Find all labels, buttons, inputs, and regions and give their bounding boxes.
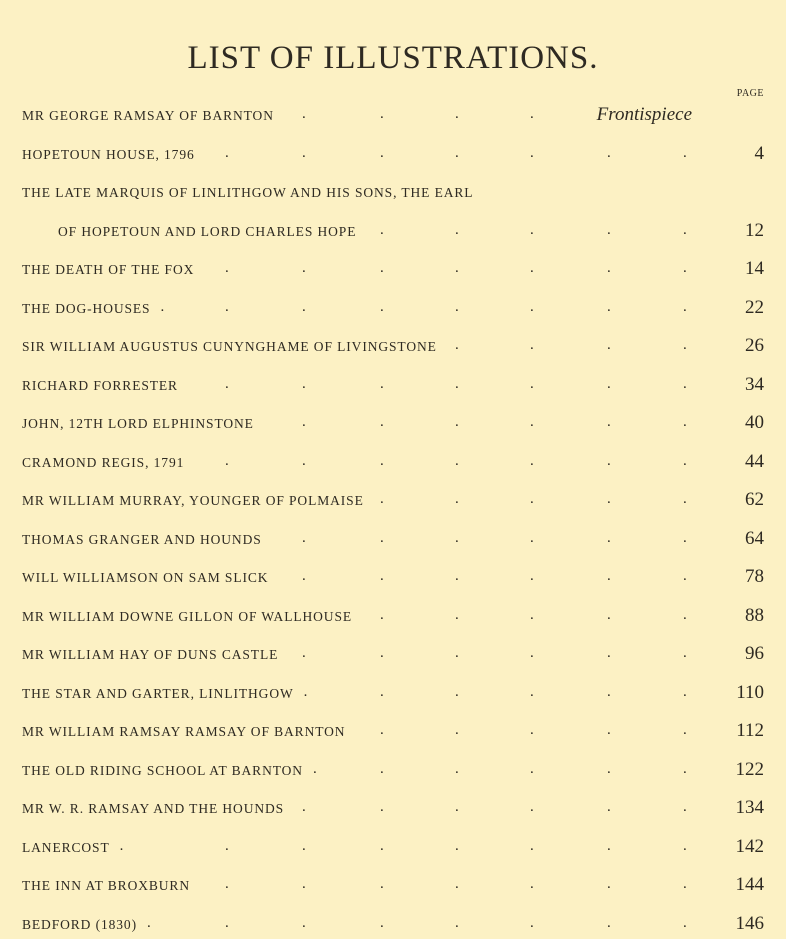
page-number: 134 — [735, 797, 764, 818]
leader-dot: . — [455, 837, 459, 854]
leader-dot: . — [607, 645, 611, 661]
leader-dot: . — [455, 414, 459, 430]
leader-dot: . — [607, 144, 611, 161]
list-item — [0, 678, 786, 708]
illustration-title: WILL WILLIAMSON ON SAM SLICK — [22, 569, 269, 586]
leader-dot: . — [607, 375, 611, 392]
leader-dot: . — [607, 452, 611, 469]
page-number: 110 — [736, 681, 764, 703]
leader-dot: . — [683, 760, 687, 777]
leader-dot: . — [380, 722, 384, 738]
leader-dot: . — [380, 106, 384, 122]
leader-dot: . — [302, 260, 306, 276]
leader-dot: . — [607, 760, 611, 777]
illustration-title: THE INN AT BROXBURN — [22, 877, 190, 894]
list-item — [0, 485, 786, 515]
leader-dot: . — [455, 914, 459, 931]
illustration-title: THE OLD RIDING SCHOOL AT BARNTON — [22, 762, 303, 778]
leader-dot: . — [530, 645, 534, 661]
leader-dot: . — [302, 876, 306, 892]
page-number: 44 — [745, 450, 764, 472]
leader-dot: . — [455, 529, 459, 546]
leader-dot: . — [380, 645, 384, 661]
page-number: 12 — [745, 219, 764, 241]
leader-dot: . — [380, 375, 384, 392]
leader-dot: . — [683, 876, 687, 892]
leader-dot: . — [303, 683, 308, 700]
leader-dot: . — [607, 529, 611, 546]
leader-dot: . — [530, 106, 534, 122]
page-number: 40 — [745, 412, 764, 433]
leader-dot: . — [380, 221, 384, 238]
leader-dot: . — [530, 799, 534, 815]
leader-dot: . — [380, 799, 384, 815]
page-number: 88 — [745, 604, 764, 626]
leader-dot: . — [160, 298, 165, 315]
leader-dot: . — [607, 876, 611, 892]
leader-dot: . — [683, 221, 687, 238]
leader-dot: . — [455, 144, 459, 161]
leader-dot: . — [225, 144, 229, 161]
list-item — [0, 139, 786, 169]
leader-dot: . — [683, 606, 687, 623]
leader-dot: . — [455, 606, 459, 623]
list-item — [0, 639, 786, 669]
leader-dot: . — [455, 221, 459, 238]
leader-dot: . — [380, 568, 384, 584]
leader-dot: . — [380, 914, 384, 931]
leader-dot: . — [607, 722, 611, 738]
list-item — [0, 601, 786, 631]
leader-dot: . — [455, 722, 459, 738]
leader-dot: . — [455, 760, 459, 777]
page-number: 112 — [736, 720, 764, 741]
page-number: 64 — [745, 527, 764, 549]
leader-dot: . — [302, 375, 306, 392]
leader-dot: . — [607, 221, 611, 238]
leader-dot: . — [530, 375, 534, 392]
illustration-title: MR W. R. RAMSAY AND THE HOUNDS — [22, 800, 285, 817]
page-title: LIST OF ILLUSTRATIONS. — [187, 40, 599, 76]
leader-dot: . — [455, 683, 459, 700]
leader-dot: . — [683, 722, 687, 738]
leader-dot: . — [119, 837, 124, 854]
illustration-title: RICHARD FORRESTER — [22, 377, 178, 393]
list-item — [0, 562, 786, 592]
page-number: 4 — [754, 142, 764, 164]
leader-dot: . — [530, 452, 534, 469]
leader-dot: . — [530, 298, 534, 315]
page-number: 34 — [745, 373, 764, 395]
leader-dot: . — [225, 375, 229, 392]
leader-dot: . — [607, 298, 611, 315]
list-item — [0, 832, 786, 862]
leader-dot: . — [455, 452, 459, 469]
illustration-title: MR WILLIAM HAY OF DUNS CASTLE — [22, 646, 279, 663]
illustration-title: THOMAS GRANGER AND HOUNDS — [22, 531, 262, 547]
leader-dot: . — [530, 221, 534, 238]
leader-dot: . — [683, 837, 687, 854]
leader-dot: . — [225, 914, 229, 931]
leader-dot: . — [302, 799, 306, 815]
leader-dot: . — [302, 568, 306, 584]
leader-dot: . — [530, 568, 534, 584]
illustration-title: MR WILLIAM RAMSAY RAMSAY OF BARNTON — [22, 723, 346, 740]
leader-dot: . — [455, 645, 459, 661]
illustration-title: THE DOG-HOUSES — [22, 300, 151, 316]
illustration-title: THE LATE MARQUIS OF LINLITHGOW AND HIS SONS, THE EARL — [22, 184, 474, 201]
leader-dot: . — [530, 914, 534, 931]
leader-dot: . — [607, 491, 611, 507]
leader-dot: . — [530, 144, 534, 161]
illustration-title: MR GEORGE RAMSAY OF BARNTON — [22, 107, 274, 124]
leader-dot: . — [683, 491, 687, 507]
leader-dot: . — [683, 260, 687, 276]
leader-dot: . — [455, 106, 459, 122]
leader-dot: . — [530, 529, 534, 546]
list-item — [0, 216, 786, 246]
illustration-title: SIR WILLIAM AUGUSTUS CUNYNGHAME OF LIVINGSTONE — [22, 338, 437, 355]
leader-dot: . — [530, 876, 534, 892]
leader-dot: . — [683, 144, 687, 161]
leader-dot: . — [683, 452, 687, 469]
page-number: 78 — [745, 566, 764, 587]
leader-dot: . — [530, 837, 534, 854]
leader-dot: . — [455, 260, 459, 276]
list-item — [0, 331, 786, 361]
page-number: 22 — [745, 296, 764, 318]
leader-dot: . — [530, 683, 534, 700]
leader-dot: . — [607, 414, 611, 430]
leader-dot: . — [683, 529, 687, 546]
list-item — [0, 870, 786, 900]
leader-dot: . — [530, 260, 534, 276]
leader-dot: . — [302, 914, 306, 931]
leader-dot: . — [225, 260, 229, 276]
leader-dot: . — [530, 491, 534, 507]
leader-dot: . — [607, 337, 611, 353]
leader-dot: . — [312, 760, 317, 777]
leader-dot: . — [607, 260, 611, 276]
leader-dot: . — [380, 760, 384, 777]
leader-dot: . — [225, 876, 229, 892]
leader-dot: . — [607, 683, 611, 700]
leader-dot: . — [683, 568, 687, 584]
page-column-label: PAGE — [736, 88, 764, 99]
leader-dot: . — [380, 876, 384, 892]
page-number: 14 — [745, 258, 764, 279]
leader-dot: . — [455, 375, 459, 392]
leader-dot: . — [607, 568, 611, 584]
leader-dot: . — [683, 645, 687, 661]
leader-dot: . — [530, 606, 534, 623]
illustration-title: THE DEATH OF THE FOX — [22, 261, 195, 278]
leader-dot: . — [225, 837, 229, 854]
leader-dot: . — [380, 298, 384, 315]
leader-dot: . — [302, 645, 306, 661]
leader-dot: . — [455, 568, 459, 584]
page-number: 144 — [735, 874, 764, 895]
illustration-title: JOHN, 12TH LORD ELPHINSTONE — [22, 415, 254, 432]
leader-dot: . — [530, 414, 534, 430]
leader-dot: . — [302, 414, 306, 430]
illustration-title: OF HOPETOUN AND LORD CHARLES HOPE — [58, 223, 357, 239]
leader-dot: . — [302, 298, 306, 315]
page-number: 26 — [745, 335, 764, 356]
list-item — [0, 177, 786, 207]
leader-dot: . — [607, 914, 611, 931]
leader-dot: . — [607, 606, 611, 623]
leader-dot: . — [530, 337, 534, 353]
leader-dot: . — [302, 837, 306, 854]
leader-dot: . — [683, 414, 687, 430]
list-item — [0, 755, 786, 785]
list-item — [0, 293, 786, 323]
leader-dot: . — [455, 799, 459, 815]
leader-dot: . — [380, 452, 384, 469]
leader-dot: . — [225, 452, 229, 469]
illustration-title: LANERCOST — [22, 839, 110, 855]
leader-dot: . — [683, 298, 687, 315]
leader-dot: . — [607, 837, 611, 854]
list-item — [0, 254, 786, 284]
leader-dot: . — [380, 144, 384, 161]
page-number: 142 — [735, 835, 764, 857]
list-item — [0, 447, 786, 477]
leader-dot: . — [380, 414, 384, 430]
list-item — [0, 408, 786, 438]
illustration-title: HOPETOUN HOUSE, 1796 — [22, 146, 195, 162]
list-item — [0, 100, 786, 130]
list-item — [0, 793, 786, 823]
leader-dot: . — [455, 337, 459, 353]
list-item — [0, 524, 786, 554]
leader-dot: . — [302, 529, 306, 546]
illustration-title: CRAMOND REGIS, 1791 — [22, 454, 185, 470]
leader-dot: . — [455, 876, 459, 892]
leader-dot: . — [146, 914, 151, 931]
leader-dot: . — [530, 760, 534, 777]
list-item — [0, 716, 786, 746]
list-item — [0, 370, 786, 400]
leader-dot: . — [380, 260, 384, 276]
leader-dot: . — [380, 491, 384, 507]
illustration-title: THE STAR AND GARTER, LINLITHGOW — [22, 685, 294, 701]
leader-dot: . — [683, 914, 687, 931]
page-number: 62 — [745, 489, 764, 510]
leader-dot: . — [225, 298, 229, 315]
leader-dot: . — [380, 683, 384, 700]
leader-dot: . — [302, 452, 306, 469]
page-number: 122 — [735, 758, 764, 780]
illustration-title: MR WILLIAM MURRAY, YOUNGER OF POLMAISE — [22, 492, 364, 509]
page-number: Frontispiece — [596, 104, 692, 125]
leader-dot: . — [455, 298, 459, 315]
leader-dot: . — [380, 529, 384, 546]
page-number: 146 — [735, 912, 764, 934]
illustration-title: BEDFORD (1830) — [22, 916, 137, 932]
leader-dot: . — [455, 491, 459, 507]
leader-dot: . — [380, 606, 384, 623]
leader-dot: . — [683, 683, 687, 700]
leader-dot: . — [683, 375, 687, 392]
leader-dot: . — [302, 106, 306, 122]
leader-dot: . — [530, 722, 534, 738]
leader-dot: . — [380, 837, 384, 854]
illustration-title: MR WILLIAM DOWNE GILLON OF WALLHOUSE — [22, 608, 352, 624]
leader-dot: . — [683, 337, 687, 353]
leader-dot: . — [683, 799, 687, 815]
leader-dot: . — [607, 799, 611, 815]
page-number: 96 — [745, 643, 764, 664]
list-item — [0, 909, 786, 939]
leader-dot: . — [302, 144, 306, 161]
